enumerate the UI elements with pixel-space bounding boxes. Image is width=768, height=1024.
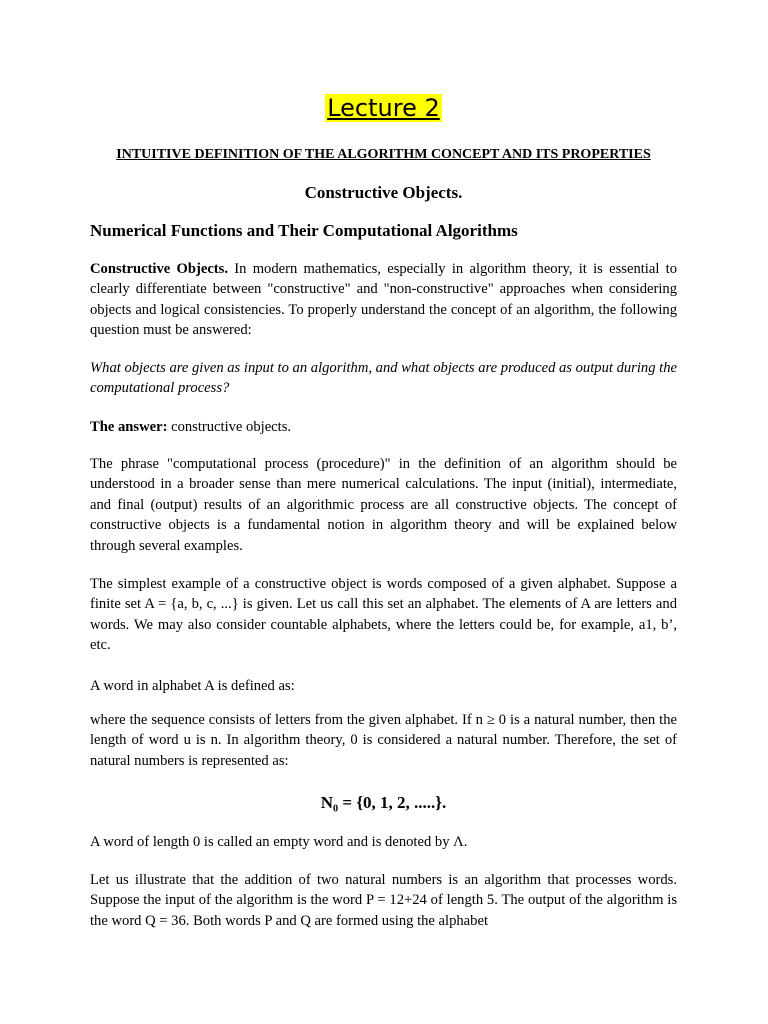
natural-numbers-formula: N₀ = {0, 1, 2, .....}. xyxy=(320,793,447,812)
paragraph-word-definition: A word in alphabet A is defined as: xyxy=(90,678,295,694)
answer-body: constructive objects. xyxy=(167,419,292,435)
answer-lead: The answer: xyxy=(90,419,168,435)
paragraph-computational-process: The phrase "computational process (procedure)" in the definition of an algorithm should be understood in a broader sense than mere numerical calculations. The input (initial), intermediate, and final (output) results of an algorithmic process are all constructive objects. The concept of constructive objects is a fundamental notion in algorithm theory and will be explained below through several examples. xyxy=(90,456,677,554)
paragraph-empty-word: A word of length 0 is called an empty word and is denoted by Λ. xyxy=(90,834,468,850)
paragraph-constructive-objects xyxy=(90,259,677,341)
paragraph-body: In modern mathematics, especially in algorithm theory, it is essential to clearly differentiate between "constructive" and "non-constructive" approaches when considering objects and logical consistencies. To properly understand the concept of an algorithm, the following question must be answered: xyxy=(90,261,678,339)
sub-heading-constructive-objects: Constructive Objects. xyxy=(304,183,463,202)
lecture-title-text: Lecture 2 xyxy=(327,94,440,122)
sub-heading-numerical-functions: Numerical Functions and Their Computational Algorithms xyxy=(90,221,518,240)
paragraph-addition-example: Let us illustrate that the addition of two natural numbers is an algorithm that processes words. Suppose the input of the algorithm is the word P = 12+24 of length 5. The output of the algorithm is the word Q = 36. Both words P and Q are formed using the alphabet xyxy=(90,872,677,929)
paragraph-simplest-example: The simplest example of a constructive object is words composed of a given alphabet. Suppose a finite set A = {a, b, c, ...} is given. Let us call this set an alphabet. The elements of A are letters and words. We may also consider countable alphabets, where the letters could be, for example, a1, b’, etc. xyxy=(90,576,677,654)
lecture-title xyxy=(90,93,677,123)
answer-paragraph xyxy=(90,417,677,437)
question-paragraph: What objects are given as input to an algorithm, and what objects are produced as output during the computational process? xyxy=(90,360,677,397)
paragraph-natural-numbers: where the sequence consists of letters from the given alphabet. If n ≥ 0 is a natural number, then the length of word u is n. In algorithm theory, 0 is considered a natural number. Therefore, the set of natural numbers is represented as: xyxy=(90,712,677,769)
main-heading: INTUITIVE DEFINITION OF THE ALGORITHM CONCEPT AND ITS PROPERTIES xyxy=(116,147,651,162)
paragraph-lead: Constructive Objects. xyxy=(90,261,228,277)
